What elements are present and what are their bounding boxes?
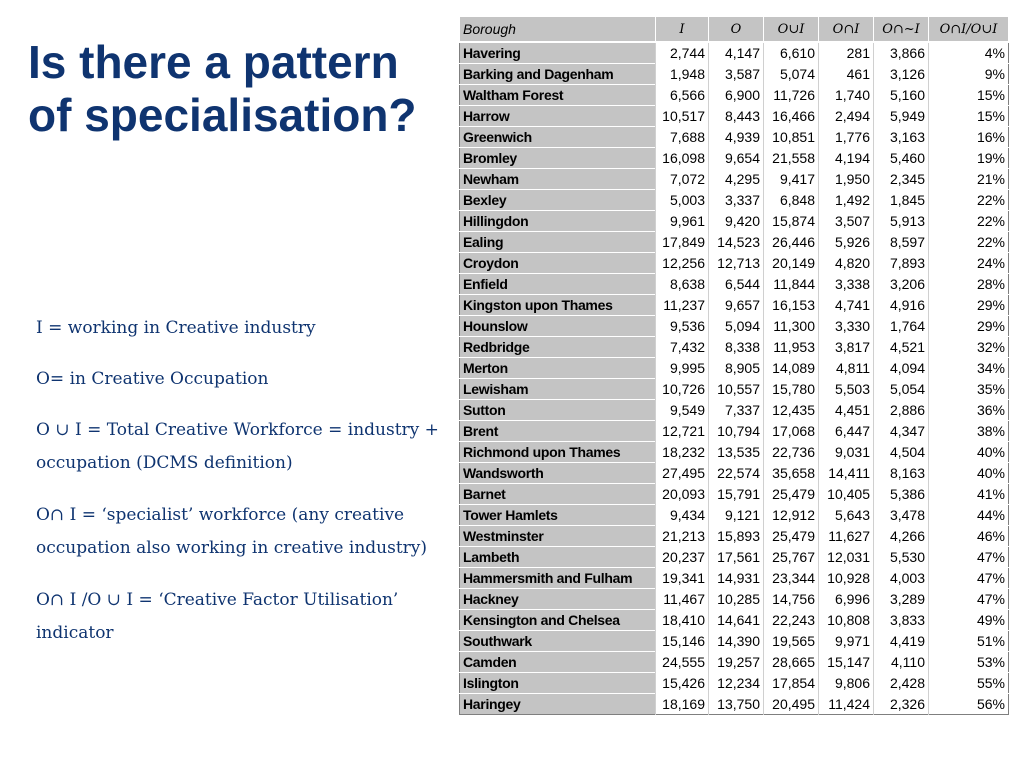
cell-ratio: 21%: [929, 169, 1009, 190]
borough-table-wrapper: [459, 16, 1009, 715]
cell-ratio: 19%: [929, 148, 1009, 169]
cell-o-not-i: 5,160: [874, 85, 929, 106]
table-row: [460, 169, 1009, 190]
cell-intersection: 14,411: [819, 463, 874, 484]
cell-union: 25,479: [764, 526, 819, 547]
cell-o-not-i: 5,949: [874, 106, 929, 127]
cell-ratio: 16%: [929, 127, 1009, 148]
cell-borough: Ealing: [460, 232, 656, 253]
cell-borough: Hammersmith and Fulham: [460, 568, 656, 589]
cell-o-not-i: 4,504: [874, 442, 929, 463]
cell-o: 6,544: [709, 274, 764, 295]
cell-ratio: 29%: [929, 295, 1009, 316]
cell-union: 28,665: [764, 652, 819, 673]
header-borough: Borough: [460, 17, 656, 43]
cell-i: 9,549: [656, 400, 709, 421]
table-row: [460, 358, 1009, 379]
table-row: [460, 463, 1009, 484]
cell-o-not-i: 1,764: [874, 316, 929, 337]
cell-o-not-i: 3,289: [874, 589, 929, 610]
cell-ratio: 29%: [929, 316, 1009, 337]
table-row: [460, 610, 1009, 631]
cell-borough: Tower Hamlets: [460, 505, 656, 526]
cell-union: 14,756: [764, 589, 819, 610]
cell-o: 3,337: [709, 190, 764, 211]
cell-o: 8,338: [709, 337, 764, 358]
cell-intersection: 5,926: [819, 232, 874, 253]
cell-borough: Hillingdon: [460, 211, 656, 232]
cell-borough: Greenwich: [460, 127, 656, 148]
cell-o: 4,147: [709, 42, 764, 64]
cell-i: 7,688: [656, 127, 709, 148]
cell-borough: Lewisham: [460, 379, 656, 400]
table-row: [460, 85, 1009, 106]
cell-i: 7,432: [656, 337, 709, 358]
cell-intersection: 4,194: [819, 148, 874, 169]
table-row: [460, 295, 1009, 316]
cell-union: 5,074: [764, 64, 819, 85]
cell-intersection: 11,627: [819, 526, 874, 547]
header-i: I: [656, 17, 709, 43]
cell-o-not-i: 3,478: [874, 505, 929, 526]
cell-o: 13,535: [709, 442, 764, 463]
table-row: [460, 64, 1009, 85]
cell-i: 8,638: [656, 274, 709, 295]
cell-borough: Haringey: [460, 694, 656, 715]
definition-i: I = working in Creative industry: [36, 318, 316, 338]
table-row: [460, 652, 1009, 673]
cell-intersection: 6,447: [819, 421, 874, 442]
cell-o: 5,094: [709, 316, 764, 337]
cell-i: 10,726: [656, 379, 709, 400]
cell-i: 9,536: [656, 316, 709, 337]
cell-i: 10,517: [656, 106, 709, 127]
cell-ratio: 28%: [929, 274, 1009, 295]
cell-union: 20,149: [764, 253, 819, 274]
cell-ratio: 22%: [929, 232, 1009, 253]
cell-borough: Havering: [460, 42, 656, 64]
cell-union: 26,446: [764, 232, 819, 253]
cell-intersection: 4,811: [819, 358, 874, 379]
cell-borough: Newham: [460, 169, 656, 190]
cell-intersection: 1,950: [819, 169, 874, 190]
cell-ratio: 41%: [929, 484, 1009, 505]
cell-o: 4,939: [709, 127, 764, 148]
cell-o-not-i: 5,386: [874, 484, 929, 505]
cell-i: 18,169: [656, 694, 709, 715]
cell-o-not-i: 3,126: [874, 64, 929, 85]
cell-union: 15,780: [764, 379, 819, 400]
cell-i: 1,948: [656, 64, 709, 85]
table-row: [460, 505, 1009, 526]
table-row: [460, 127, 1009, 148]
cell-o: 10,285: [709, 589, 764, 610]
cell-i: 12,721: [656, 421, 709, 442]
cell-o-not-i: 3,866: [874, 42, 929, 64]
cell-borough: Sutton: [460, 400, 656, 421]
definition-union: O ∪ I = Total Creative Workforce = industry + occupation (DCMS definition): [36, 420, 439, 473]
cell-o: 9,654: [709, 148, 764, 169]
cell-o: 12,713: [709, 253, 764, 274]
table-row: [460, 526, 1009, 547]
cell-ratio: 46%: [929, 526, 1009, 547]
borough-table: [459, 16, 1009, 715]
cell-borough: Westminster: [460, 526, 656, 547]
cell-borough: Barnet: [460, 484, 656, 505]
cell-o: 7,337: [709, 400, 764, 421]
cell-ratio: 51%: [929, 631, 1009, 652]
cell-o: 14,641: [709, 610, 764, 631]
table-row: [460, 400, 1009, 421]
cell-i: 7,072: [656, 169, 709, 190]
cell-i: 27,495: [656, 463, 709, 484]
cell-intersection: 3,330: [819, 316, 874, 337]
cell-ratio: 49%: [929, 610, 1009, 631]
cell-i: 20,237: [656, 547, 709, 568]
cell-intersection: 10,928: [819, 568, 874, 589]
definitions-list: [36, 312, 446, 669]
table-row: [460, 631, 1009, 652]
cell-union: 16,466: [764, 106, 819, 127]
cell-intersection: 5,503: [819, 379, 874, 400]
cell-union: 25,767: [764, 547, 819, 568]
cell-o: 12,234: [709, 673, 764, 694]
cell-o-not-i: 4,003: [874, 568, 929, 589]
table-row: [460, 673, 1009, 694]
cell-union: 6,848: [764, 190, 819, 211]
cell-intersection: 281: [819, 42, 874, 64]
cell-borough: Richmond upon Thames: [460, 442, 656, 463]
cell-i: 2,744: [656, 42, 709, 64]
cell-i: 17,849: [656, 232, 709, 253]
cell-borough: Camden: [460, 652, 656, 673]
cell-ratio: 56%: [929, 694, 1009, 715]
cell-o: 15,893: [709, 526, 764, 547]
cell-borough: Southwark: [460, 631, 656, 652]
cell-ratio: 22%: [929, 190, 1009, 211]
table-row: [460, 442, 1009, 463]
cell-ratio: 24%: [929, 253, 1009, 274]
cell-intersection: 2,494: [819, 106, 874, 127]
cell-i: 9,434: [656, 505, 709, 526]
cell-o: 9,121: [709, 505, 764, 526]
cell-union: 12,912: [764, 505, 819, 526]
cell-borough: Hounslow: [460, 316, 656, 337]
cell-ratio: 40%: [929, 463, 1009, 484]
cell-intersection: 4,741: [819, 295, 874, 316]
cell-union: 19,565: [764, 631, 819, 652]
cell-ratio: 9%: [929, 64, 1009, 85]
table-body: [460, 42, 1009, 715]
cell-i: 11,467: [656, 589, 709, 610]
cell-borough: Kingston upon Thames: [460, 295, 656, 316]
cell-intersection: 1,740: [819, 85, 874, 106]
cell-ratio: 38%: [929, 421, 1009, 442]
table-row: [460, 148, 1009, 169]
cell-o: 8,443: [709, 106, 764, 127]
cell-union: 17,854: [764, 673, 819, 694]
definition-o: O= in Creative Occupation: [36, 369, 269, 389]
page-title: Is there a pattern of specialisation?: [28, 36, 417, 141]
cell-i: 11,237: [656, 295, 709, 316]
cell-intersection: 4,451: [819, 400, 874, 421]
cell-ratio: 35%: [929, 379, 1009, 400]
cell-o: 17,561: [709, 547, 764, 568]
cell-o: 14,390: [709, 631, 764, 652]
cell-ratio: 15%: [929, 106, 1009, 127]
cell-borough: Barking and Dagenham: [460, 64, 656, 85]
cell-union: 23,344: [764, 568, 819, 589]
cell-intersection: 12,031: [819, 547, 874, 568]
cell-union: 20,495: [764, 694, 819, 715]
cell-ratio: 4%: [929, 42, 1009, 64]
cell-intersection: 9,806: [819, 673, 874, 694]
cell-intersection: 15,147: [819, 652, 874, 673]
cell-o-not-i: 2,886: [874, 400, 929, 421]
cell-union: 25,479: [764, 484, 819, 505]
table-row: [460, 694, 1009, 715]
table-row: [460, 274, 1009, 295]
cell-intersection: 10,808: [819, 610, 874, 631]
cell-ratio: 15%: [929, 85, 1009, 106]
table-row: [460, 484, 1009, 505]
cell-borough: Enfield: [460, 274, 656, 295]
cell-i: 5,003: [656, 190, 709, 211]
cell-union: 21,558: [764, 148, 819, 169]
cell-union: 17,068: [764, 421, 819, 442]
cell-borough: Bromley: [460, 148, 656, 169]
cell-ratio: 55%: [929, 673, 1009, 694]
cell-borough: Merton: [460, 358, 656, 379]
cell-borough: Harrow: [460, 106, 656, 127]
cell-union: 11,844: [764, 274, 819, 295]
cell-borough: Islington: [460, 673, 656, 694]
cell-o-not-i: 4,419: [874, 631, 929, 652]
cell-o-not-i: 4,110: [874, 652, 929, 673]
cell-intersection: 3,817: [819, 337, 874, 358]
cell-union: 11,726: [764, 85, 819, 106]
table-row: [460, 232, 1009, 253]
cell-intersection: 1,776: [819, 127, 874, 148]
cell-o: 13,750: [709, 694, 764, 715]
cell-union: 11,300: [764, 316, 819, 337]
cell-i: 18,410: [656, 610, 709, 631]
cell-o-not-i: 4,521: [874, 337, 929, 358]
cell-borough: Bexley: [460, 190, 656, 211]
cell-i: 15,146: [656, 631, 709, 652]
cell-borough: Redbridge: [460, 337, 656, 358]
table-row: [460, 253, 1009, 274]
cell-o: 9,657: [709, 295, 764, 316]
cell-intersection: 11,424: [819, 694, 874, 715]
cell-union: 15,874: [764, 211, 819, 232]
cell-o: 8,905: [709, 358, 764, 379]
header-o-not-i: O∩~I: [874, 17, 929, 43]
cell-o-not-i: 7,893: [874, 253, 929, 274]
cell-o-not-i: 2,326: [874, 694, 929, 715]
cell-o: 14,523: [709, 232, 764, 253]
cell-borough: Brent: [460, 421, 656, 442]
cell-o-not-i: 4,347: [874, 421, 929, 442]
cell-ratio: 40%: [929, 442, 1009, 463]
cell-ratio: 44%: [929, 505, 1009, 526]
cell-union: 35,658: [764, 463, 819, 484]
cell-o: 10,794: [709, 421, 764, 442]
cell-o-not-i: 5,054: [874, 379, 929, 400]
table-row: [460, 211, 1009, 232]
cell-ratio: 22%: [929, 211, 1009, 232]
definition-cfu: O∩ I /O ∪ I = ‘Creative Factor Utilisation’ indicator: [36, 590, 399, 643]
cell-union: 22,243: [764, 610, 819, 631]
table-row: [460, 42, 1009, 64]
cell-o-not-i: 5,530: [874, 547, 929, 568]
cell-i: 9,961: [656, 211, 709, 232]
cell-o: 15,791: [709, 484, 764, 505]
cell-o-not-i: 4,266: [874, 526, 929, 547]
cell-intersection: 1,492: [819, 190, 874, 211]
cell-intersection: 6,996: [819, 589, 874, 610]
cell-ratio: 47%: [929, 568, 1009, 589]
table-header-row: [460, 17, 1009, 43]
cell-i: 12,256: [656, 253, 709, 274]
cell-o-not-i: 3,206: [874, 274, 929, 295]
cell-i: 15,426: [656, 673, 709, 694]
cell-borough: Hackney: [460, 589, 656, 610]
cell-ratio: 32%: [929, 337, 1009, 358]
cell-o: 9,420: [709, 211, 764, 232]
cell-intersection: 3,338: [819, 274, 874, 295]
cell-borough: Kensington and Chelsea: [460, 610, 656, 631]
cell-borough: Croydon: [460, 253, 656, 274]
definition-intersection: O∩ I = ‘specialist’ workforce (any creative occupation also working in creative industry): [36, 505, 428, 558]
cell-i: 9,995: [656, 358, 709, 379]
cell-o-not-i: 5,460: [874, 148, 929, 169]
table-row: [460, 421, 1009, 442]
cell-o: 14,931: [709, 568, 764, 589]
table-row: [460, 589, 1009, 610]
cell-intersection: 9,031: [819, 442, 874, 463]
cell-union: 14,089: [764, 358, 819, 379]
cell-borough: Lambeth: [460, 547, 656, 568]
cell-i: 18,232: [656, 442, 709, 463]
cell-intersection: 461: [819, 64, 874, 85]
cell-o-not-i: 3,833: [874, 610, 929, 631]
cell-i: 6,566: [656, 85, 709, 106]
table-row: [460, 106, 1009, 127]
header-union: O∪I: [764, 17, 819, 43]
cell-borough: Wandsworth: [460, 463, 656, 484]
table-row: [460, 547, 1009, 568]
cell-borough: Waltham Forest: [460, 85, 656, 106]
cell-o-not-i: 3,163: [874, 127, 929, 148]
cell-o-not-i: 8,597: [874, 232, 929, 253]
cell-i: 20,093: [656, 484, 709, 505]
cell-union: 12,435: [764, 400, 819, 421]
cell-intersection: 9,971: [819, 631, 874, 652]
cell-union: 11,953: [764, 337, 819, 358]
cell-union: 6,610: [764, 42, 819, 64]
cell-o: 19,257: [709, 652, 764, 673]
cell-union: 22,736: [764, 442, 819, 463]
cell-o-not-i: 2,345: [874, 169, 929, 190]
table-row: [460, 337, 1009, 358]
cell-i: 24,555: [656, 652, 709, 673]
table-row: [460, 379, 1009, 400]
cell-o-not-i: 4,916: [874, 295, 929, 316]
header-ratio: O∩I/O∪I: [929, 17, 1009, 43]
cell-ratio: 34%: [929, 358, 1009, 379]
cell-union: 9,417: [764, 169, 819, 190]
table-row: [460, 568, 1009, 589]
cell-intersection: 3,507: [819, 211, 874, 232]
cell-ratio: 36%: [929, 400, 1009, 421]
cell-o: 3,587: [709, 64, 764, 85]
cell-union: 10,851: [764, 127, 819, 148]
cell-intersection: 4,820: [819, 253, 874, 274]
cell-o-not-i: 8,163: [874, 463, 929, 484]
cell-union: 16,153: [764, 295, 819, 316]
cell-o-not-i: 4,094: [874, 358, 929, 379]
cell-i: 21,213: [656, 526, 709, 547]
cell-i: 16,098: [656, 148, 709, 169]
table-row: [460, 190, 1009, 211]
cell-o-not-i: 2,428: [874, 673, 929, 694]
cell-o: 10,557: [709, 379, 764, 400]
cell-intersection: 10,405: [819, 484, 874, 505]
header-o: O: [709, 17, 764, 43]
cell-o: 22,574: [709, 463, 764, 484]
cell-ratio: 47%: [929, 547, 1009, 568]
cell-ratio: 47%: [929, 589, 1009, 610]
cell-o-not-i: 1,845: [874, 190, 929, 211]
cell-o: 4,295: [709, 169, 764, 190]
cell-ratio: 53%: [929, 652, 1009, 673]
cell-i: 19,341: [656, 568, 709, 589]
table-row: [460, 316, 1009, 337]
header-intersection: O∩I: [819, 17, 874, 43]
cell-intersection: 5,643: [819, 505, 874, 526]
cell-o: 6,900: [709, 85, 764, 106]
cell-o-not-i: 5,913: [874, 211, 929, 232]
